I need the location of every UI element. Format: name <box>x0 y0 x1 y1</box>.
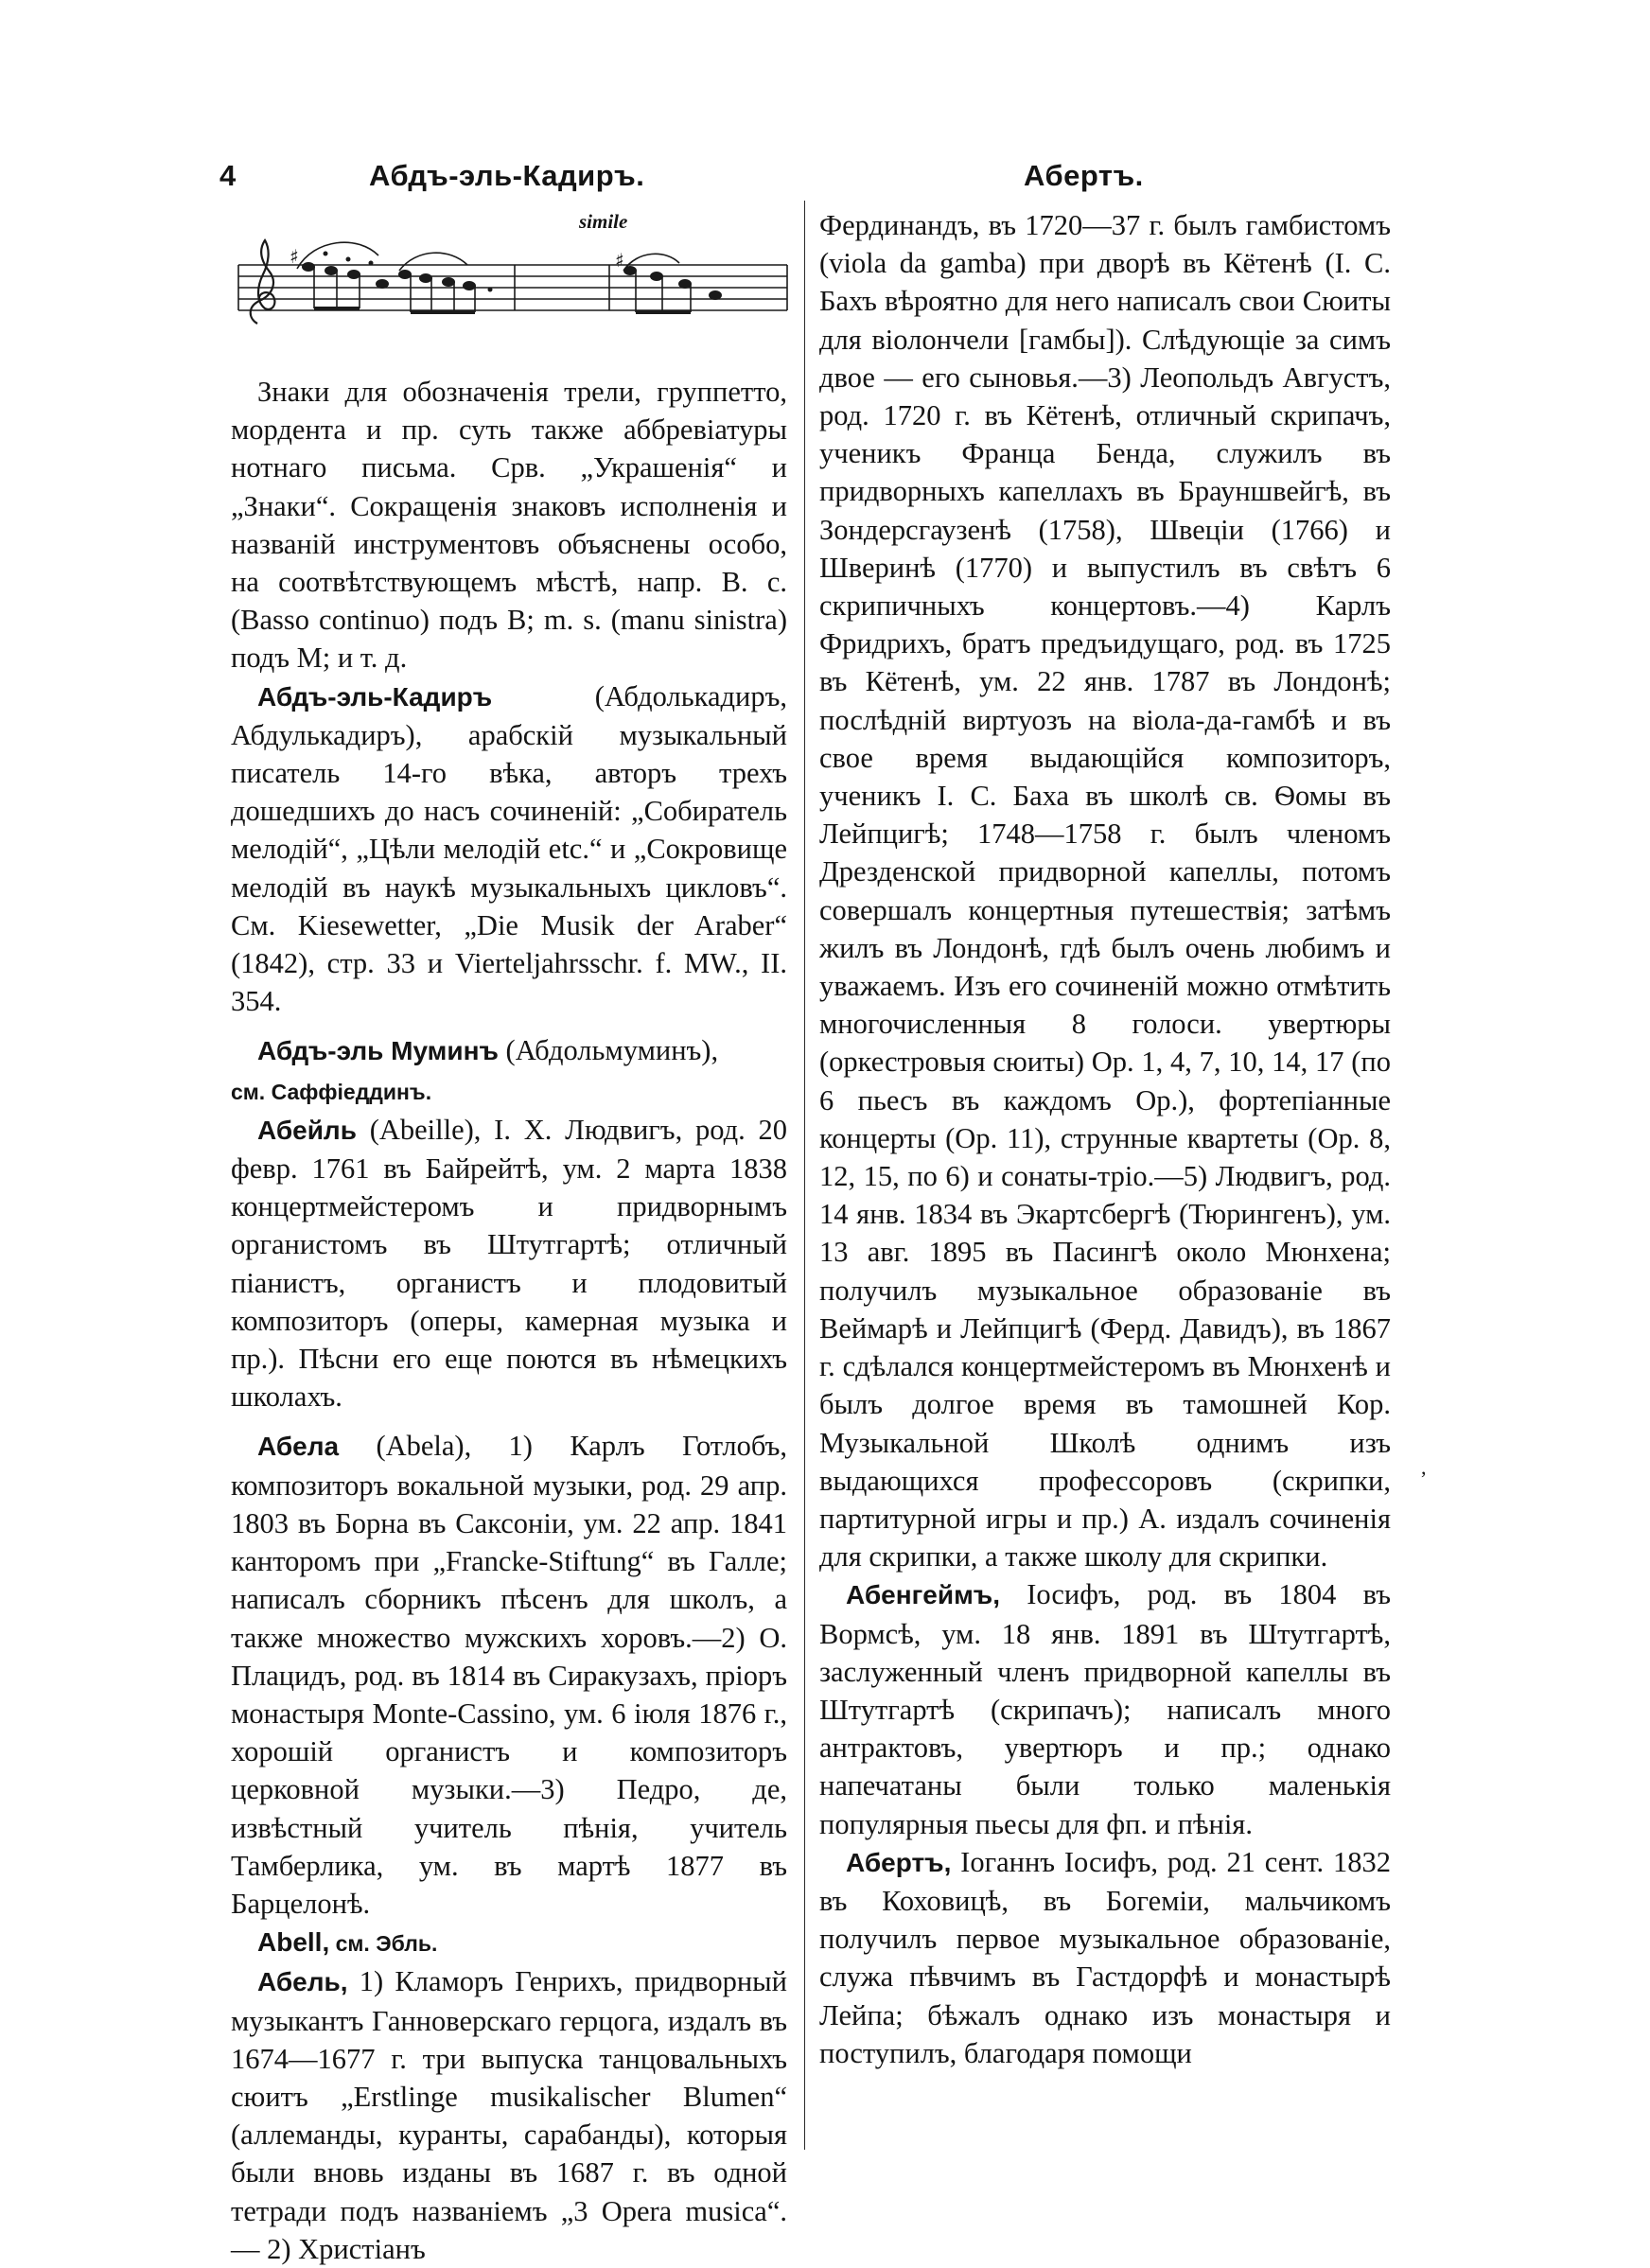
intro-paragraph: Знаки для обозначенія трели, группетто, мордента и пр. суть также аббревіатуры нотнаго письма. Срв. „Украшенія“ и „Знаки“. Сокращенія знаковъ исполненія и названій инструментовъ объяснены особо, на соотвѣтствующемъ мѣстѣ, напр. В. с. (Basso continuo) подъ В; m. s. (manu sinistra) подъ М; и т. д. <box>231 376 787 675</box>
page-number: 4 <box>219 159 237 192</box>
headword: Абдъ-эль Муминъ <box>257 1036 499 1066</box>
running-head-left: Абдъ-эль-Кадиръ. <box>369 159 645 192</box>
headword: Абейль <box>257 1115 357 1145</box>
running-head-right: Абертъ. <box>1024 159 1144 192</box>
svg-text:♯: ♯ <box>615 249 624 272</box>
entry-abell <box>231 1923 787 1962</box>
entry-text: 1) Кламоръ Генрихъ, придворный музыкантъ Ганноверскаго герцога, издалъ въ 1674—1677 г. три выпуска танцовальныхъ сюитъ „Erstlinge musikalischer Blumen“ (аллеманды, куранты, сарабанды), которыя были вновь изданы въ 1687 г. въ одной тетради подъ названіемъ „3 Opera musica“. — 2) Христіанъ <box>231 1965 787 2265</box>
entry-abd-kadir <box>231 677 787 1021</box>
entry-abd-mumin <box>231 1031 787 1110</box>
entry-text: (Абдолькадиръ, Абдулькадиръ), арабскій музыкальный писатель 14-го вѣка, авторъ трехъ дошедшихъ до насъ сочиненій: „Собиратель мелодій“, „Цѣли мелодій etc.“ и „Сокровище мелодій въ наукѣ музыкальныхъ цикловъ“. См. Kiesewetter, „Die Musik der Araber“ (1842), стр. 33 и Vierteljahrsschr. f. MW., II. 354. <box>231 679 787 1018</box>
entry-abela <box>231 1427 787 1923</box>
entry-abenheim <box>819 1575 1391 1842</box>
svg-text:♯: ♯ <box>290 245 299 268</box>
entry-text: Іосифъ, род. въ 1804 въ Вормсѣ, ум. 18 янв. 1891 въ Штутгартѣ, заслуженный членъ придворной капеллы въ Штутгартѣ (скрипачъ); написалъ много антрактовъ, увертюръ и пр.; однако напечатаны были только маленькія популярныя пьесы для фп. и пѣнія. <box>819 1578 1391 1840</box>
entry-text: (Abela), 1) Карлъ Готлобъ, композиторъ вокальной музыки, род. 29 апр. 1803 въ Борна въ Саксоніи, ум. 22 апр. 1841 канторомъ при „Francke-Stiftung“ въ Галле; написалъ сборникъ пѣсенъ для школъ, а также множество мужскихъ хоровъ.—2) О. Плацидъ, род. въ 1814 въ Сиракузахъ, пріоръ монастыря Monte-Cassino, ум. 6 іюля 1876 г., хорошій органистъ и композиторъ церковной музыки.—3) Педро, де, извѣстный учитель пѣнія, учитель Тамберлика, ум. въ мартѣ 1877 въ Барцелонѣ. <box>231 1430 787 1920</box>
left-column <box>231 373 787 2268</box>
headword: Абертъ, <box>846 1847 952 1877</box>
headword: Абель, <box>257 1967 348 1997</box>
entry-text: Іоганнъ Іосифъ, род. 21 сент. 1832 въ Коховицѣ, въ Богеміи, мальчикомъ получилъ первое музыкальное образованіе, служа пѣвчимъ въ Гастдорфѣ и монастырѣ Лейпа; бѣжалъ однако изъ монастыря и поступилъ, благодаря помощи <box>819 1845 1391 2069</box>
column-divider <box>804 201 805 2150</box>
headword: Абела <box>257 1432 340 1462</box>
entry-abel-continued: Фердинандъ, въ 1720—37 г. былъ гамбистомъ (viola da gamba) при дворѣ въ Кётенѣ (І. С. Бахъ вѣроятно для него написалъ свои Сюиты для віолончели [гамбы]). Слѣдующіе за симъ двое — его сыновья.—3) Леопольдъ Августъ, род. 1720 г. въ Кётенѣ, отличный скрипачъ, ученикъ Франца Бенда, служилъ въ придворныхъ капеллахъ въ Брауншвейгѣ, въ Зондерсгаузенѣ (1758), Швеціи (1766) и Шверинѣ (1770) и выпустилъ въ свѣтъ 6 скрипичныхъ концертовъ.—4) Карлъ Фридрихъ, братъ предъидущаго, род. въ 1725 въ Кётенѣ, ум. 22 янв. 1787 въ Лондонѣ; послѣдній виртуозъ на віола-да-гамбѣ и въ свое время выдающійся композиторъ, ученикъ І. С. Баха въ школѣ св. Ѳомы въ Лейпцигѣ; 1748—1758 г. былъ членомъ Дрезденской придворной капеллы, потомъ совершалъ концертныя путешествія; затѣмъ жилъ въ Лондонѣ, гдѣ былъ очень любимъ и уважаемъ. Изъ его сочиненій можно отмѣтить многочисленныя 8 голоси. увертюры (оркестровыя сюиты) Ор. 1, 4, 7, 10, 14, 17 (по 6 пьесъ въ каждомъ Ор.), фортепіанные концерты (Ор. 11), струнные квартеты (Ор. 8, 12, 15, по 6) и сонаты-тріо.—5) Людвигъ, род. 14 янв. 1834 въ Экартсбергѣ (Тюрингенъ), ум. 13 авг. 1895 въ Пасингѣ около Мюнхена; получилъ музыкальное образованіе въ Веймарѣ и Лейпцигѣ (Ферд. Давидъ), въ 1867 г. сдѣлался концертмейстеромъ въ Мюнхенѣ и былъ долгое время въ тамошней Кор. Музыкальной Школѣ однимъ изъ выдающихся профессоровъ (скрипки, партитурной игры и пр.) А. издалъ сочиненія для скрипки, а также школу для скрипки. <box>819 209 1391 1574</box>
entry-text: (Abeille), І. Х. Людвигъ, род. 20 февр. 1761 въ Байрейтѣ, ум. 2 марта 1838 концертмейстеромъ и придворнымъ органистомъ въ Штутгартѣ; отличный піанистъ, органистъ и плодовитый композиторъ (оперы, камерная музыка и пр.). Пѣсни его еще поются въ нѣмецкихъ школахъ. <box>231 1113 787 1414</box>
headword: Абенгеймъ, <box>846 1580 1000 1610</box>
stray-mark: , <box>1421 1455 1427 1479</box>
headword: Абдъ-эль-Кадиръ <box>257 681 493 712</box>
cross-reference: см. Саффіеддинъ. <box>231 1079 432 1104</box>
headword: Abell, <box>257 1927 330 1958</box>
simile-marking: simile <box>579 210 628 233</box>
cross-reference: см. Эбль. <box>329 1931 438 1957</box>
entry-abert <box>819 1843 1391 2072</box>
entry-text: (Абдольмуминъ), <box>498 1034 719 1067</box>
music-notation-example <box>231 208 789 361</box>
right-column <box>819 206 1391 2072</box>
entry-abeille <box>231 1111 787 1416</box>
entry-abel <box>231 1962 787 2268</box>
